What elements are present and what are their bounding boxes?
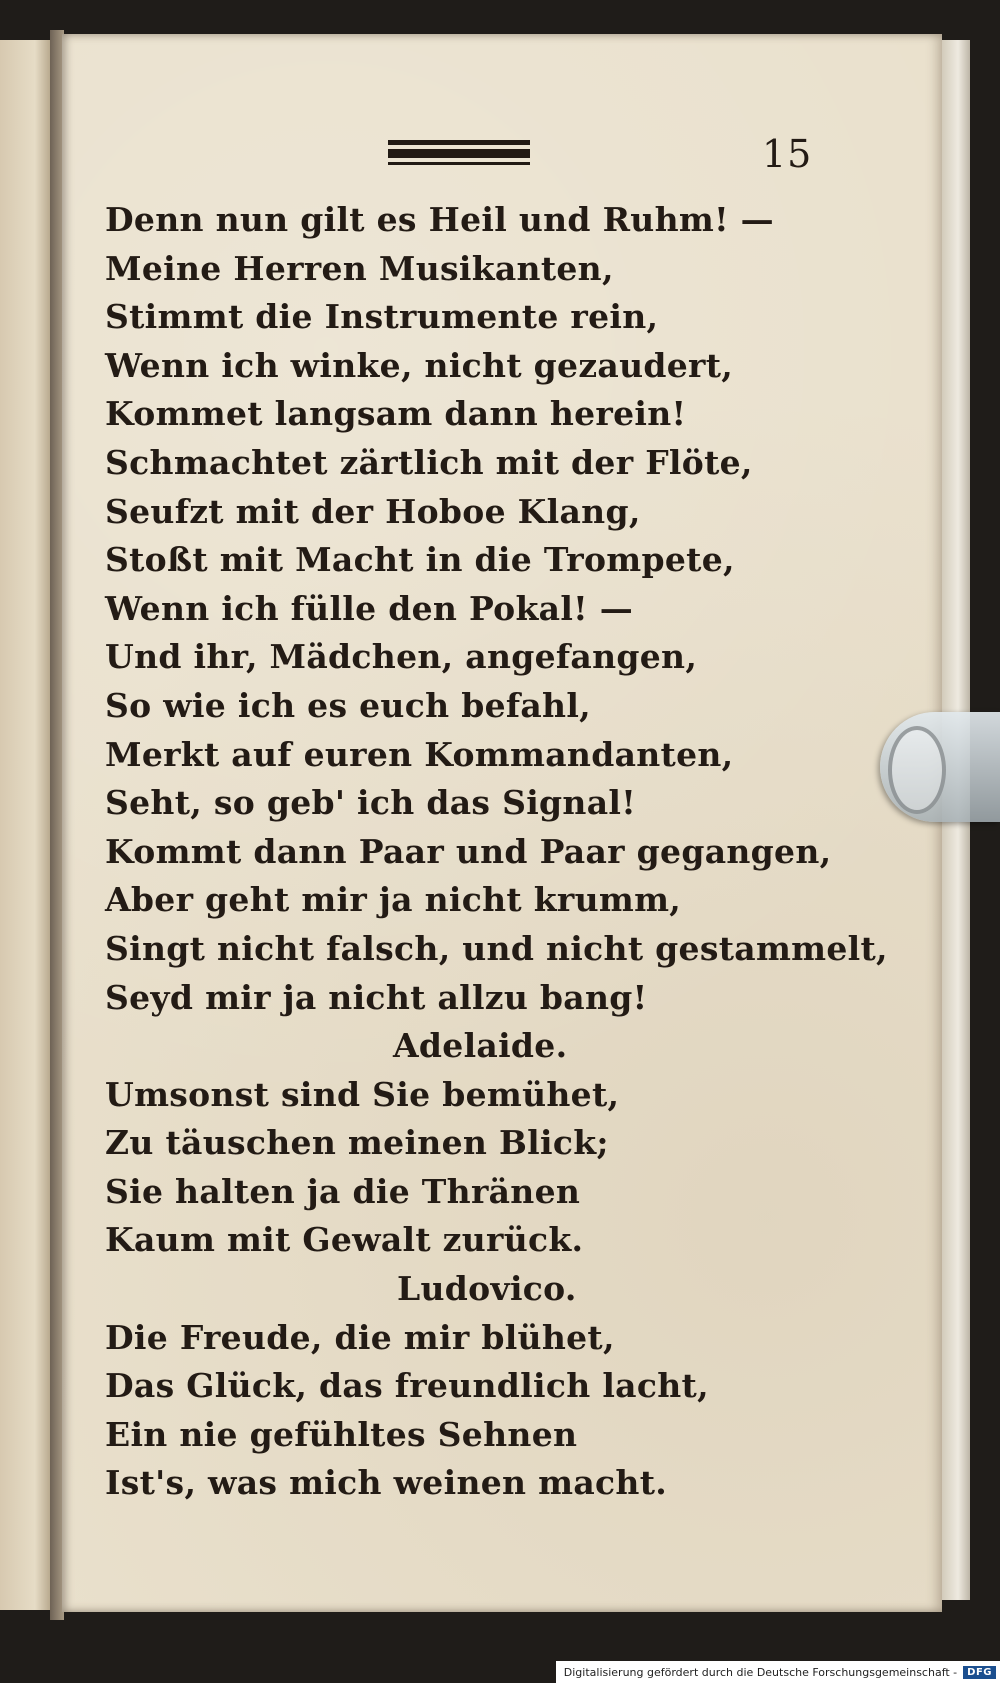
rule-bar bbox=[388, 149, 530, 158]
verse-line: Kommt dann Paar und Paar gegangen, bbox=[105, 831, 832, 871]
funding-credit bbox=[556, 1661, 1000, 1683]
verse-line: Seht, so geb' ich das Signal! bbox=[105, 783, 637, 823]
verse-line: Zu täuschen meinen Blick; bbox=[105, 1123, 609, 1163]
verse-line: Stoßt mit Macht in die Trompete, bbox=[105, 540, 735, 580]
verse-line: So wie ich es euch befahl, bbox=[105, 685, 591, 725]
rule-bar bbox=[388, 140, 530, 145]
verse-line: Wenn ich fülle den Pokal! — bbox=[105, 588, 634, 628]
verse-line: Seufzt mit der Hoboe Klang, bbox=[105, 491, 641, 531]
speaker-name: Adelaide. bbox=[393, 1026, 568, 1066]
credit-text: Digitalisierung gefördert durch die Deutsche Forschungsgemeinschaft - bbox=[563, 1665, 958, 1679]
rule-bar bbox=[388, 162, 530, 165]
verse-line: Wenn ich winke, nicht gezaudert, bbox=[105, 345, 734, 385]
verse-line: Kommet langsam dann herein! bbox=[105, 394, 687, 434]
verse-line: Umsonst sind Sie bemühet, bbox=[105, 1074, 620, 1114]
speaker-name: Ludovico. bbox=[397, 1269, 577, 1309]
verse-line: Das Glück, das freundlich lacht, bbox=[105, 1366, 709, 1406]
handle-grip-icon bbox=[888, 726, 946, 814]
verse-line: Sie halten ja die Thränen bbox=[105, 1171, 581, 1211]
verse-line: Schmachtet zärtlich mit der Flöte, bbox=[105, 442, 753, 482]
verse-line: Seyd mir ja nicht allzu bang! bbox=[105, 977, 648, 1017]
ornamental-rule bbox=[388, 138, 530, 168]
verse-line: Ein nie gefühltes Sehnen bbox=[105, 1414, 578, 1454]
page-number: 15 bbox=[762, 132, 813, 176]
verse-line: Ist's, was mich weinen macht. bbox=[105, 1463, 668, 1503]
verse-line: Die Freude, die mir blühet, bbox=[105, 1317, 615, 1357]
verse-line: Aber geht mir ja nicht krumm, bbox=[105, 880, 682, 920]
verse-line: Merkt auf euren Kommandanten, bbox=[105, 734, 734, 774]
page-turn-handle[interactable] bbox=[880, 712, 1000, 822]
verse-line: Und ihr, Mädchen, angefangen, bbox=[105, 637, 698, 677]
verse-line: Stimmt die Instrumente rein, bbox=[105, 297, 659, 337]
verse-text bbox=[105, 196, 888, 1508]
previous-page-edge bbox=[0, 40, 50, 1610]
verse-line: Denn nun gilt es Heil und Ruhm! — bbox=[105, 200, 774, 239]
verse-line: Singt nicht falsch, und nicht gestammelt, bbox=[105, 928, 888, 968]
dfg-logo: DFG bbox=[963, 1666, 996, 1679]
verse-line: Kaum mit Gewalt zurück. bbox=[105, 1220, 584, 1260]
verse-line: Meine Herren Musikanten, bbox=[105, 248, 614, 288]
